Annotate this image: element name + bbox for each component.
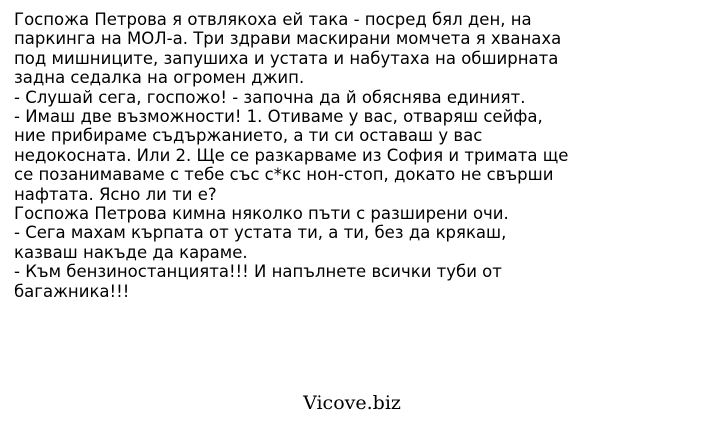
- joke-line: под мишниците, запушиха и устата и набутаха на обширната: [14, 48, 559, 68]
- joke-line: - Слушай сега, госпожо! - започна да й обяснява единият.: [14, 87, 526, 107]
- joke-line: нафтата. Ясно ли ти е?: [14, 184, 217, 204]
- joke-line: Госпожа Петрова кимна няколко пъти с разширени очи.: [14, 204, 509, 224]
- joke-line: - Сега махам кърпата от устата ти, а ти, без да крякаш,: [14, 223, 507, 243]
- joke-line: - Към бензиностанцията!!! И напълнете всички туби от: [14, 262, 502, 282]
- joke-line: се позанимаваме с тебе със с*кс нон-стоп, докато не свърши: [14, 165, 554, 185]
- site-watermark: Vicove.biz: [303, 392, 401, 414]
- joke-line: недокосната. Или 2. Ще се разкарваме из София и тримата ще: [14, 145, 569, 165]
- joke-line: багажника!!!: [14, 281, 130, 301]
- joke-text: [14, 10, 594, 301]
- joke-line: казваш накъде да караме.: [14, 242, 248, 262]
- joke-line: Госпожа Петрова я отвлякоха ей така - посред бял ден, на: [14, 10, 532, 29]
- joke-line: паркинга на МОЛ-а. Три здрави маскирани момчета я хванаха: [14, 29, 562, 49]
- joke-line: задна седалка на огромен джип.: [14, 68, 305, 88]
- joke-line: - Имаш две възможности! 1. Отиваме у вас, отваряш сейфа,: [14, 107, 543, 127]
- joke-line: ние прибираме съдържанието, а ти си оставаш у вас: [14, 126, 483, 146]
